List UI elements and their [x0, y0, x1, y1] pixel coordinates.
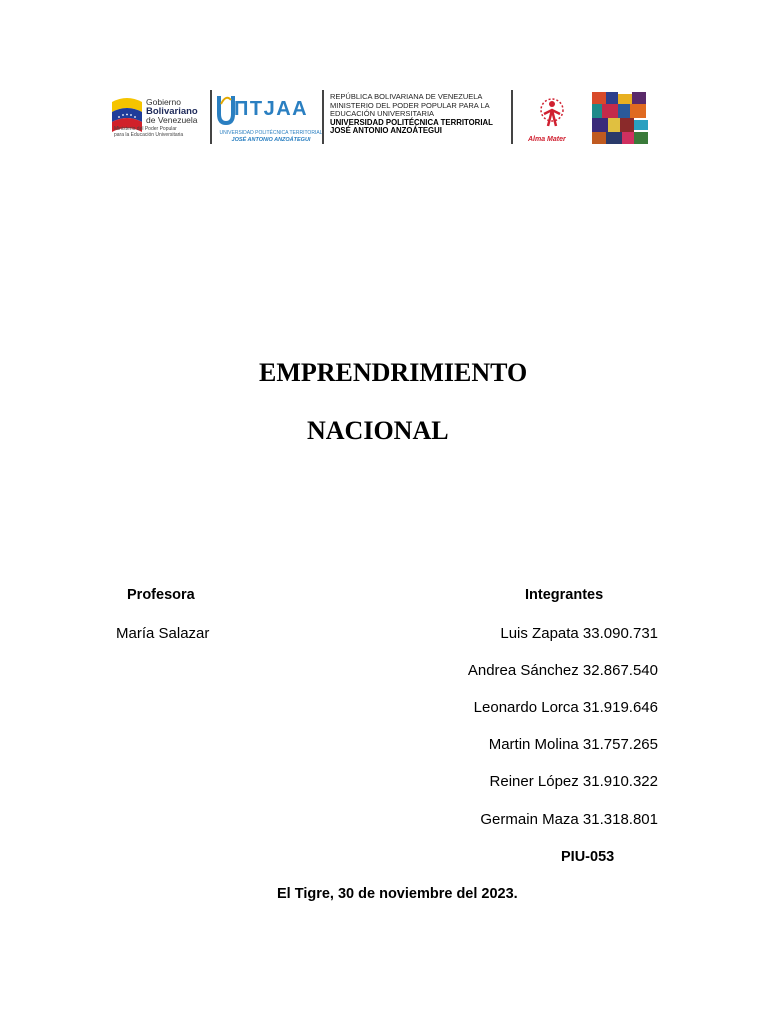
uptjaa-subtitle-2: JOSÉ ANTONIO ANZOÁTEGUI: [231, 137, 311, 143]
document-title-line-1: EMPRENDRIMIENTO: [259, 358, 528, 387]
uptjaa-u-icon: [216, 92, 236, 126]
alma-mater-logo: [526, 96, 578, 146]
member-item: Andrea Sánchez 32.867.540: [467, 662, 658, 679]
cultural-collage-logo: [590, 90, 650, 146]
gobierno-text: Gobierno Bolivariano de Venezuela: [146, 97, 198, 125]
alma-mater-label: Alma Mater: [528, 136, 566, 143]
republica-text-block: REPÚBLICA BOLIVARIANA DE VENEZUELA MINISTERIO DEL PODER POPULAR PARA LA EDUCACIÓN UNIVERSITARIA UNIVERSIDAD POLITÉCNICA TERRITORIAL JOSÉ ANTONIO ANZOÁTEGUI: [330, 92, 493, 136]
uptjaa-logo: [216, 88, 322, 146]
document-title-line-2: NACIONAL: [307, 416, 449, 445]
ministerio-text: Ministerio del Poder Popular para la Educación Universitaria: [114, 126, 184, 138]
member-item: Martin Molina 31.757.265: [488, 736, 658, 753]
integrantes-label: Integrantes: [525, 587, 604, 603]
place-date: El Tigre, 30 de noviembre del 2023.: [277, 886, 518, 902]
gobierno-bolivariano-logo: [108, 86, 208, 146]
section-code: PIU-053: [561, 849, 615, 865]
member-item: Luis Zapata 33.090.731: [500, 625, 658, 642]
header-divider: [511, 90, 513, 144]
uptjaa-subtitle: UNIVERSIDAD POLITÉCNICA TERRITORIAL: [219, 130, 323, 136]
profesora-name: María Salazar: [116, 625, 210, 642]
member-item: Leonardo Lorca 31.919.646: [473, 699, 658, 716]
uptjaa-wordmark: ПTJAA: [234, 98, 309, 120]
member-item: Germain Maza 31.318.801: [480, 811, 658, 828]
member-item: Reiner López 31.910.322: [489, 773, 658, 790]
header-divider: [210, 90, 212, 144]
header-divider: [322, 90, 324, 144]
alma-mater-star-icon: [534, 96, 570, 136]
profesora-label: Profesora: [127, 587, 195, 603]
institutional-header: [108, 86, 660, 148]
